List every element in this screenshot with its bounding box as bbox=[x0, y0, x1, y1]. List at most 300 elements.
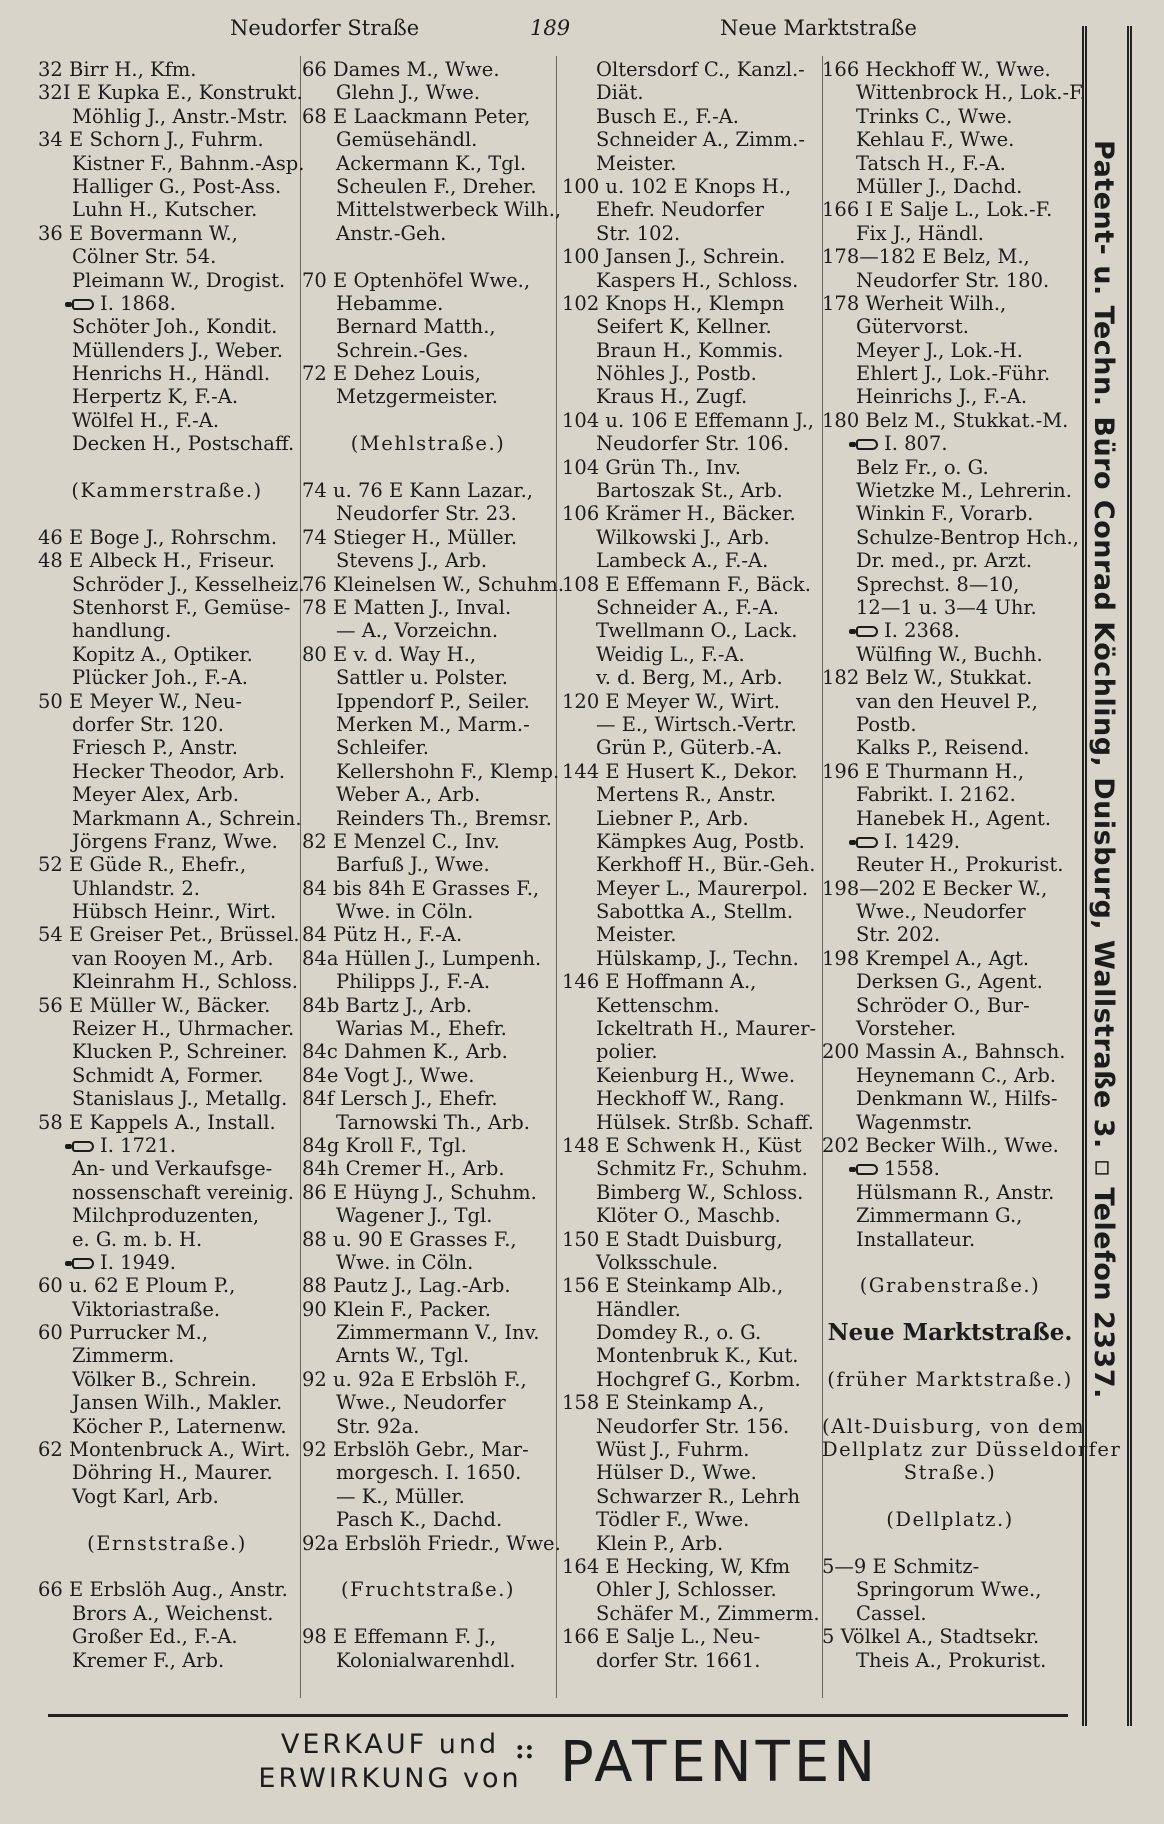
header-right-street: Neue Marktstraße bbox=[720, 16, 917, 40]
entry-text: Reuter H., Prokurist. bbox=[856, 853, 1064, 877]
advertisement-sidebar-text: Patent- u. Techn. Büro Conrad Köchling, Duisburg, Wallstraße 3. ▫ Telefon 2337. bbox=[1088, 140, 1119, 1399]
directory-entry bbox=[562, 1438, 820, 1461]
directory-entry bbox=[562, 830, 820, 853]
directory-entry bbox=[38, 713, 296, 736]
directory-entry bbox=[302, 1602, 554, 1625]
directory-entry bbox=[562, 923, 820, 946]
entry-text: 50 E Meyer W., Neu- bbox=[38, 689, 243, 713]
entry-text: I. 1721. bbox=[100, 1133, 176, 1157]
directory-entry bbox=[822, 1602, 1078, 1625]
entry-text: Stanislaus J., Metallg. bbox=[72, 1087, 288, 1111]
entry-text: Arnts W., Tgl. bbox=[336, 1344, 470, 1368]
entry-text: Ohler J, Schlosser. bbox=[596, 1578, 777, 1602]
entry-text: 102 Knops H., Klempn bbox=[562, 291, 785, 315]
entry-text: Hülser D., Wwe. bbox=[596, 1461, 757, 1485]
directory-entry bbox=[38, 1111, 296, 1134]
entry-text: Henrichs H., Händl. bbox=[72, 362, 271, 386]
entry-text: 166 E Salje L., Neu- bbox=[562, 1625, 761, 1649]
directory-entry bbox=[38, 151, 305, 175]
directory-entry bbox=[562, 1415, 820, 1438]
directory-entry bbox=[302, 619, 554, 642]
directory-entry bbox=[302, 877, 554, 900]
entry-text: Derksen G., Agent. bbox=[856, 970, 1043, 994]
entry-text: 76 Kleinelsen W., Schuhm. bbox=[302, 572, 565, 596]
directory-entry bbox=[562, 1344, 820, 1367]
entry-text: Jansen Wilh., Makler. bbox=[72, 1391, 283, 1415]
directory-entry bbox=[562, 573, 820, 596]
entry-text: v. d. Berg, M., Arb. bbox=[596, 666, 783, 690]
directory-entry bbox=[562, 456, 820, 479]
directory-entry bbox=[562, 105, 820, 128]
entry-text: Twellmann O., Lack. bbox=[596, 619, 798, 643]
entry-text: 66 E Erbslöh Aug., Anstr. bbox=[38, 1578, 288, 1602]
entry-text: Viktoriastraße. bbox=[72, 1297, 221, 1321]
directory-entry bbox=[302, 1298, 554, 1321]
entry-text: Meister. bbox=[596, 151, 677, 175]
directory-entry bbox=[562, 970, 820, 993]
entry-text: Belz Fr., o. G. bbox=[856, 455, 989, 479]
entry-text: 92a Erbslöh Friedr., Wwe. bbox=[302, 1531, 561, 1555]
directory-entry bbox=[302, 713, 554, 736]
directory-entry bbox=[302, 1555, 554, 1578]
entry-text: Wwe. in Cöln. bbox=[336, 900, 474, 924]
entry-text: Völker B., Schrein. bbox=[72, 1367, 257, 1391]
directory-entry bbox=[562, 81, 820, 104]
entry-text: Scheulen F., Dreher. bbox=[336, 174, 537, 198]
directory-entry bbox=[38, 198, 296, 221]
entry-text: Dellplatz zur Düsseldorfer bbox=[822, 1438, 1122, 1462]
directory-entry bbox=[302, 198, 562, 222]
entry-text: 84b Bartz J., Arb. bbox=[302, 993, 473, 1017]
entry-text: 56 E Müller W., Bäcker. bbox=[38, 993, 271, 1017]
directory-entry bbox=[38, 1602, 296, 1625]
directory-entry bbox=[38, 1485, 296, 1508]
directory-entry bbox=[822, 853, 1078, 876]
directory-entry bbox=[822, 152, 1078, 175]
directory-entry bbox=[562, 1578, 820, 1601]
directory-entry bbox=[562, 292, 820, 315]
entry-text: Schröder J., Kesselheiz. bbox=[72, 572, 305, 596]
directory-entry bbox=[302, 1438, 554, 1461]
directory-entry bbox=[562, 339, 820, 362]
entry-text: van den Heuvel P., bbox=[856, 689, 1038, 713]
entry-text: 32 Birr H., Kfm. bbox=[38, 58, 197, 81]
directory-entry bbox=[822, 198, 1078, 221]
directory-entry bbox=[822, 409, 1078, 432]
directory-entry bbox=[302, 549, 554, 572]
directory-entry bbox=[822, 1578, 1078, 1601]
directory-entry bbox=[38, 877, 296, 900]
directory-entry bbox=[302, 1415, 554, 1438]
entry-text: 84f Lersch J., Ehefr. bbox=[302, 1087, 498, 1111]
directory-entry bbox=[562, 1391, 820, 1414]
entry-text: Meyer L., Maurerpol. bbox=[596, 876, 809, 900]
entry-text: Klucken P., Schreiner. bbox=[72, 1040, 288, 1064]
entry-text: Neudorfer Str. 180. bbox=[856, 268, 1050, 292]
entry-text: Cölner Str. 54. bbox=[72, 245, 217, 269]
entry-text: I. 1429. bbox=[884, 829, 960, 853]
directory-entry bbox=[302, 1087, 554, 1110]
directory-entry bbox=[822, 1228, 1078, 1251]
street-heading bbox=[822, 1368, 1078, 1391]
directory-entry bbox=[562, 1649, 820, 1672]
directory-entry bbox=[562, 596, 820, 619]
entry-text: Schöter Joh., Kondit. bbox=[72, 315, 278, 339]
directory-entry bbox=[38, 1649, 296, 1672]
directory-entry bbox=[302, 1531, 561, 1555]
entry-text: Kopitz A., Optiker. bbox=[72, 642, 253, 666]
entry-text: 62 Montenbruck A., Wirt. bbox=[38, 1438, 291, 1462]
entry-text: Wwe., Neudorfer bbox=[336, 1391, 506, 1415]
entry-text: Wilkowski J., Arb. bbox=[596, 525, 770, 549]
directory-entry bbox=[302, 572, 565, 596]
street-heading bbox=[822, 1508, 1078, 1531]
directory-entry bbox=[38, 900, 296, 923]
entry-text: (Fruchtstraße.) bbox=[341, 1578, 515, 1602]
directory-entry bbox=[302, 58, 554, 81]
entry-text: 60 u. 62 E Ploum P., bbox=[38, 1274, 236, 1298]
street-heading bbox=[302, 1578, 554, 1601]
entry-text: Schröder O., Bur- bbox=[856, 993, 1030, 1017]
directory-entry bbox=[302, 128, 554, 151]
street-heading bbox=[822, 1461, 1078, 1484]
directory-entry bbox=[822, 1111, 1078, 1134]
street-heading bbox=[822, 1274, 1078, 1297]
directory-entry bbox=[822, 877, 1078, 900]
entry-text: I. 807. bbox=[884, 432, 948, 456]
directory-entry bbox=[302, 994, 554, 1017]
telephone-icon bbox=[72, 299, 94, 310]
entry-text: Seifert K, Kellner. bbox=[596, 315, 772, 339]
directory-entry bbox=[562, 900, 820, 923]
entry-text: Kraus H., Zugf. bbox=[596, 385, 748, 409]
telephone-icon bbox=[72, 1258, 94, 1269]
entry-text: Straße.) bbox=[903, 1461, 997, 1485]
directory-entry bbox=[562, 760, 820, 783]
directory-entry bbox=[38, 1228, 296, 1251]
directory-entry bbox=[38, 362, 296, 385]
street-heading bbox=[38, 1532, 296, 1555]
directory-entry bbox=[302, 1157, 554, 1180]
directory-entry bbox=[822, 619, 1078, 642]
directory-entry bbox=[302, 1204, 554, 1227]
entry-text: 36 E Bovermann W., bbox=[38, 221, 238, 245]
directory-entry bbox=[38, 690, 296, 713]
directory-entry bbox=[562, 1298, 820, 1321]
directory-entry bbox=[822, 783, 1078, 806]
directory-entry bbox=[562, 549, 820, 572]
directory-entry bbox=[562, 1368, 820, 1391]
street-heading bbox=[822, 1319, 1078, 1347]
directory-entry bbox=[302, 759, 560, 783]
directory-entry bbox=[822, 666, 1078, 689]
street-heading bbox=[822, 1414, 1086, 1438]
directory-entry bbox=[38, 456, 296, 479]
entry-text: 198—202 E Becker W., bbox=[822, 876, 1048, 900]
directory-entry bbox=[38, 970, 296, 993]
directory-entry bbox=[302, 1461, 554, 1484]
directory-entry bbox=[562, 1181, 820, 1204]
directory-entry bbox=[302, 1625, 554, 1648]
directory-entry bbox=[38, 432, 296, 455]
entry-text: Schleifer. bbox=[336, 736, 429, 760]
entry-text: Hübsch Heinr., Wirt. bbox=[72, 900, 277, 924]
entry-text: 84g Kroll F., Tgl. bbox=[302, 1133, 467, 1157]
directory-entry bbox=[562, 947, 820, 970]
directory-entry bbox=[822, 1134, 1078, 1157]
directory-entry bbox=[822, 1040, 1078, 1063]
directory-entry bbox=[822, 1064, 1078, 1087]
entry-text: Dr. med., pr. Arzt. bbox=[856, 549, 1033, 573]
entry-text: Fabrikt. I. 2162. bbox=[856, 783, 1016, 807]
entry-text: I. 1949. bbox=[100, 1250, 176, 1274]
directory-entry bbox=[562, 1251, 820, 1274]
directory-entry bbox=[38, 1625, 296, 1648]
entry-text: 104 Grün Th., Inv. bbox=[562, 455, 741, 479]
directory-entry bbox=[822, 526, 1078, 549]
directory-entry bbox=[38, 315, 296, 338]
directory-entry bbox=[822, 994, 1078, 1017]
entry-text: Springorum Wwe., bbox=[856, 1578, 1042, 1602]
directory-entry bbox=[562, 1157, 820, 1180]
directory-entry bbox=[822, 245, 1078, 268]
directory-entry bbox=[562, 58, 820, 81]
footer-headline: PATENTEN bbox=[560, 1730, 880, 1795]
entry-text: 202 Becker Wilh., Wwe. bbox=[822, 1133, 1059, 1157]
entry-text: Str. 92a. bbox=[336, 1414, 420, 1438]
directory-entry bbox=[302, 245, 554, 268]
directory-entry bbox=[302, 643, 554, 666]
entry-text: Decken H., Postschaff. bbox=[72, 432, 295, 456]
directory-entry bbox=[822, 269, 1078, 292]
directory-entry bbox=[562, 1321, 820, 1344]
telephone-icon bbox=[72, 1141, 94, 1152]
entry-text: Theis A., Prokurist. bbox=[856, 1648, 1047, 1672]
directory-entry bbox=[822, 479, 1078, 502]
entry-text: 182 Belz W., Stukkat. bbox=[822, 666, 1033, 690]
entry-text: Busch E., F.-A. bbox=[596, 104, 739, 128]
directory-entry bbox=[38, 549, 296, 572]
street-heading bbox=[38, 479, 296, 502]
directory-entry bbox=[822, 1555, 1078, 1578]
directory-entry bbox=[822, 830, 1078, 853]
directory-entry bbox=[822, 1251, 1078, 1274]
directory-entry bbox=[562, 409, 820, 432]
directory-entry bbox=[38, 292, 296, 315]
footer-line-1: VERKAUF und bbox=[280, 1729, 500, 1760]
entry-text: Heckhoff W., Rang. bbox=[596, 1087, 785, 1111]
directory-entry bbox=[302, 362, 554, 385]
entry-text: 100 u. 102 E Knops H., bbox=[562, 174, 792, 198]
column-divider bbox=[556, 56, 557, 1698]
directory-entry bbox=[38, 1087, 296, 1110]
entry-text: 146 E Hoffmann A., bbox=[562, 970, 757, 994]
directory-entry bbox=[38, 947, 296, 970]
entry-text: 86 E Hüyng J., Schuhm. bbox=[302, 1180, 537, 1204]
directory-entry bbox=[302, 1274, 554, 1297]
entry-text: 66 Dames M., Wwe. bbox=[302, 58, 500, 81]
entry-text: 88 u. 90 E Grasses F., bbox=[302, 1227, 517, 1251]
directory-entry bbox=[562, 783, 820, 806]
directory-entry bbox=[38, 1298, 296, 1321]
entry-text: Müllenders J., Weber. bbox=[72, 338, 283, 362]
directory-entry bbox=[38, 175, 296, 198]
directory-entry bbox=[38, 245, 296, 268]
directory-entry bbox=[302, 1228, 554, 1251]
entry-text: 52 E Güde R., Ehefr., bbox=[38, 853, 247, 877]
entry-text: Pleimann W., Drogist. bbox=[72, 268, 286, 292]
entry-text: 5—9 E Schmitz- bbox=[822, 1555, 980, 1578]
directory-entry bbox=[302, 1040, 554, 1063]
footer-rule bbox=[48, 1714, 1068, 1717]
directory-entry bbox=[38, 1181, 296, 1204]
entry-text: Warias M., Ehefr. bbox=[336, 1017, 507, 1041]
entry-text: 100 Jansen J., Schrein. bbox=[562, 245, 786, 269]
directory-entry bbox=[822, 760, 1078, 783]
directory-entry bbox=[302, 596, 554, 619]
entry-text: Neudorfer Str. 156. bbox=[596, 1414, 790, 1438]
entry-text: 84h Cremer H., Arb. bbox=[302, 1157, 505, 1181]
entry-text: Hecker Theodor, Arb. bbox=[72, 759, 286, 783]
directory-entry bbox=[822, 900, 1078, 923]
entry-text: Kalks P., Reisend. bbox=[856, 736, 1030, 760]
entry-text: 32I E Kupka E., Konstrukt. bbox=[38, 81, 303, 105]
entry-text: Schrein.-Ges. bbox=[336, 338, 469, 362]
entry-text: Liebner P., Arb. bbox=[596, 806, 749, 830]
entry-text: Sprechst. 8—10, bbox=[856, 572, 1020, 596]
entry-text: Tödler F., Wwe. bbox=[596, 1508, 750, 1532]
entry-text: Winkin F., Vorarb. bbox=[856, 502, 1034, 526]
entry-text: 104 u. 106 E Effemann J., bbox=[562, 408, 814, 432]
entry-text: Kaspers H., Schloss. bbox=[596, 268, 799, 292]
directory-entry bbox=[302, 1064, 554, 1087]
entry-text: Ackermann K., Tgl. bbox=[336, 151, 527, 175]
entry-text: 166 Heckhoff W., Wwe. bbox=[822, 58, 1051, 81]
entry-text: Wüst J., Fuhrm. bbox=[596, 1438, 750, 1462]
directory-entry bbox=[562, 245, 820, 268]
entry-text: Gütervorst. bbox=[856, 315, 969, 339]
directory-entry bbox=[822, 1298, 1078, 1321]
entry-text: Hülskamp, J., Techn. bbox=[596, 946, 799, 970]
entry-text: Sattler u. Polster. bbox=[336, 666, 508, 690]
entry-text: Markmann A., Schrein. bbox=[72, 806, 302, 830]
directory-entry bbox=[822, 456, 1078, 479]
directory-entry bbox=[822, 1181, 1078, 1204]
directory-entry bbox=[38, 619, 296, 642]
directory-entry bbox=[562, 315, 820, 338]
directory-entry bbox=[38, 830, 296, 853]
directory-entry bbox=[822, 736, 1078, 759]
directory-entry bbox=[562, 1461, 820, 1484]
directory-entry bbox=[302, 175, 554, 198]
entry-text: Sabottka A., Stellm. bbox=[596, 900, 794, 924]
entry-text: 12—1 u. 3—4 Uhr. bbox=[856, 595, 1037, 619]
directory-entry bbox=[38, 128, 296, 151]
directory-entry bbox=[822, 643, 1078, 666]
entry-text: 92 u. 92a E Erbslöh F., bbox=[302, 1367, 527, 1391]
directory-entry bbox=[822, 1087, 1078, 1110]
entry-text: Halliger G., Post-Ass. bbox=[72, 174, 282, 198]
directory-entry bbox=[38, 1344, 296, 1367]
entry-text: Schulze-Bentrop Hch., bbox=[856, 525, 1079, 549]
directory-entry bbox=[38, 409, 296, 432]
directory-entry bbox=[38, 1017, 296, 1040]
directory-entry bbox=[38, 1251, 296, 1274]
entry-text: Händler. bbox=[596, 1297, 681, 1321]
entry-text: Nöhles J., Postb. bbox=[596, 362, 757, 386]
directory-entry bbox=[302, 783, 554, 806]
entry-text: — K., Müller. bbox=[336, 1484, 465, 1508]
entry-text: Neue Marktstraße. bbox=[827, 1319, 1073, 1347]
entry-text: Wagenmstr. bbox=[856, 1110, 973, 1134]
entry-text: 72 E Dehez Louis, bbox=[302, 362, 481, 386]
directory-entry bbox=[562, 1485, 820, 1508]
entry-text: 98 E Effemann F. J., bbox=[302, 1625, 497, 1649]
directory-entry bbox=[302, 456, 554, 479]
directory-entry bbox=[822, 713, 1078, 736]
directory-entry bbox=[302, 81, 554, 104]
directory-entry bbox=[38, 596, 296, 619]
entry-text: Brors A., Weichenst. bbox=[72, 1601, 274, 1625]
directory-entry bbox=[562, 1228, 820, 1251]
entry-text: 180 Belz M., Stukkat.-M. bbox=[822, 408, 1069, 432]
entry-text: Wittenbrock H., Lok.-F. bbox=[856, 81, 1086, 105]
entry-text: 70 E Optenhöfel Wwe., bbox=[302, 268, 531, 292]
directory-column-1 bbox=[38, 58, 305, 1672]
directory-entry bbox=[38, 1415, 296, 1438]
entry-text: Wülfing W., Buchh. bbox=[856, 642, 1043, 666]
entry-text: 82 E Menzel C., Inv. bbox=[302, 829, 500, 853]
entry-text: Zimmermann G., bbox=[856, 1204, 1023, 1228]
entry-text: 68 E Laackmann Peter, bbox=[302, 104, 531, 128]
entry-text: handlung. bbox=[72, 619, 172, 643]
page-number: 189 bbox=[530, 16, 571, 40]
entry-text: Kettenschm. bbox=[596, 993, 720, 1017]
directory-entry bbox=[38, 1321, 296, 1344]
directory-entry bbox=[562, 666, 820, 689]
entry-text: Kremer F., Arb. bbox=[72, 1648, 225, 1672]
entry-text: Mittelstwerbeck Wilh., bbox=[336, 198, 562, 222]
directory-entry bbox=[302, 923, 554, 946]
entry-text: Milchproduzenten, bbox=[72, 1204, 260, 1228]
entry-text: Wietzke M., Lehrerin. bbox=[856, 479, 1072, 503]
entry-text: Bernard Matth., bbox=[336, 315, 496, 339]
entry-text: 84 Pütz H., F.-A. bbox=[302, 923, 463, 947]
entry-text: 90 Klein F., Packer. bbox=[302, 1297, 491, 1321]
entry-text: Vorsteher. bbox=[856, 1017, 957, 1041]
directory-entry bbox=[38, 269, 296, 292]
directory-entry bbox=[38, 222, 296, 245]
entry-text: Grün P., Güterb.-A. bbox=[596, 736, 783, 760]
entry-text: Glehn J., Wwe. bbox=[336, 81, 481, 105]
entry-text: Bimberg W., Schloss. bbox=[596, 1180, 804, 1204]
entry-text: Jörgens Franz, Wwe. bbox=[72, 829, 278, 853]
directory-entry bbox=[302, 1134, 554, 1157]
entry-text: (Dellplatz.) bbox=[886, 1508, 1014, 1532]
directory-entry bbox=[302, 690, 554, 713]
directory-entry bbox=[38, 1040, 296, 1063]
directory-entry bbox=[302, 502, 554, 525]
directory-entry bbox=[822, 923, 1078, 946]
entry-text: Postb. bbox=[856, 712, 917, 736]
entry-text: Wwe. in Cöln. bbox=[336, 1250, 474, 1274]
directory-entry bbox=[562, 1508, 820, 1531]
directory-entry bbox=[562, 1111, 820, 1134]
directory-entry bbox=[302, 947, 554, 970]
directory-entry bbox=[822, 175, 1078, 198]
directory-entry bbox=[38, 1157, 296, 1180]
entry-text: An- und Verkaufsge- bbox=[72, 1157, 273, 1181]
